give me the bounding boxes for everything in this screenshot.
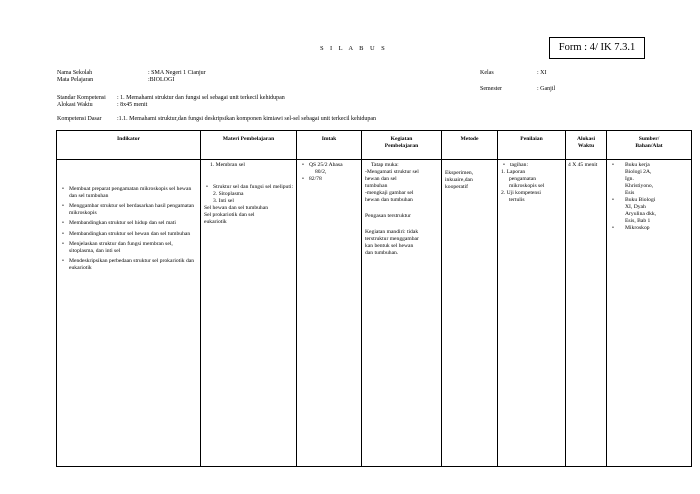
list-item: • tagihan:: [501, 162, 562, 169]
kegiatan-line: dan tumbuhan.: [365, 250, 399, 256]
penilaian-line: pengamatan: [509, 176, 537, 182]
cell-alokasi: [566, 160, 607, 467]
sk-value: : 1. Memahami struktur dan fungsi sel sebagai unit terkecil kehidupan: [117, 95, 285, 101]
kd-value: :1.1. Memahami struktur,dan fungsi deskripsikan komponen kimiawi sel-sel sebagai unit terkecil kehidupan: [117, 116, 377, 122]
materi-item-3: 3. Inti sel: [213, 198, 234, 204]
cell-imtak: [297, 160, 362, 467]
header-materi: Materi Pembelajaran: [201, 131, 297, 160]
cell-sumber: [607, 160, 692, 467]
kd-label: Kompetensi Dasar: [57, 116, 102, 122]
class-label: Kelas: [480, 70, 494, 76]
penilaian-line: 2. Uji kompetensi: [501, 190, 541, 196]
class-value: : XI: [537, 70, 547, 76]
cell-kegiatan: [362, 160, 442, 467]
table-header-row: [57, 131, 692, 160]
cell-penilaian: [498, 160, 566, 467]
syllabus-table: [56, 130, 692, 467]
subject-value: :BIOLOGI: [148, 77, 175, 83]
kegiatan-line: -mengkaji gambar sel: [365, 190, 414, 196]
list-item: • Buku Biologi XI, Dyah Aryulina dkk, Esis, Bab 1: [610, 197, 688, 225]
page-title: S I L A B U S: [320, 45, 388, 52]
materi-line-3: eukariotik: [204, 219, 227, 225]
list-item: • Mendeskripsikan perbedaan struktur sel prokariotik dan eukariotik: [60, 258, 197, 272]
cell-metode: [442, 160, 498, 467]
header-indikator: Indikator: [57, 131, 201, 160]
penilaian-line: tertulis: [509, 197, 525, 203]
header-kegiatan: Kegiatan Pembelajaran: [362, 131, 442, 160]
list-item: • 82/78: [300, 176, 358, 183]
list-item: • Membandingkan struktur sel hidup dan sel mati: [60, 220, 197, 227]
list-item: • Membandingkan struktur sel hewan dan sel tumbuhan: [60, 231, 197, 238]
header-sumber: Sumber/ Bahan/Alat: [607, 131, 692, 160]
penilaian-line: 1. Laporan: [501, 169, 526, 175]
header-penilaian: Penilaian: [498, 131, 566, 160]
materi-item-2: 2. Sitoplasma: [213, 191, 244, 197]
kegiatan-line: hewan dan sel: [365, 176, 397, 182]
list-item: • Struktur sel dan fungsi sel meliputi:: [204, 184, 293, 191]
kegiatan-line: Tatap muka:: [371, 162, 399, 168]
sk-label: Standar Kompetensi: [57, 95, 106, 101]
subject-label: Mata Pelajaran: [57, 77, 94, 83]
kegiatan-line: tumbuhan: [365, 183, 388, 189]
table-row: [57, 160, 692, 467]
materi-line-2: Sel prokariotik dan sel: [204, 212, 255, 218]
materi-item-1: 1. Membran sel: [210, 162, 245, 168]
kegiatan-line: Kegiatan mandiri: tidak: [365, 229, 419, 235]
school-label: Nama Sekolah: [57, 70, 93, 76]
header-imtak: Imtak: [297, 131, 362, 160]
kegiatan-line: Pengasan terstruktur: [365, 213, 411, 219]
form-number-box: Form : 4/ IK 7.3.1: [549, 37, 645, 59]
cell-materi: [201, 160, 297, 467]
list-item: • Membuat preparat pengamatan mikroskopis sel hewan dan sel tumbuhan: [60, 186, 197, 200]
header-alokasi: Alokasi Waktu: [566, 131, 607, 160]
penilaian-line: mikroskopis sel: [509, 183, 545, 189]
list-item: • Mikroskop: [610, 225, 688, 232]
list-item: • Menggambar struktur sel berdasarkan hasil pengamatan mikroskopis: [60, 203, 197, 217]
kegiatan-line: -Mengamati struktur sel: [365, 169, 419, 175]
list-item: • Menjelaskan struktur dan fungsi membran sel, sitoplasma, dan inti sel: [60, 241, 197, 255]
materi-line-1: Sel hewan dan sel tumbuhan: [204, 205, 269, 211]
semester-label: Semester: [480, 86, 502, 92]
kegiatan-line: hewan dan tumbuhan: [365, 197, 413, 203]
alokasi-value: 4 X 45 menit: [568, 162, 598, 168]
time-value: : 8x45 menit: [117, 102, 148, 108]
list-item: • QS 25/2 Abasa 80/2,: [300, 162, 358, 176]
metode-line: kooperatif: [445, 184, 468, 190]
kegiatan-line: kan bentuk sel hewan: [365, 243, 414, 249]
header-metode: Metode: [442, 131, 498, 160]
school-value: : SMA Negeri 1 Cianjur: [148, 70, 206, 76]
semester-value: : Ganjil: [537, 86, 556, 92]
metode-line: inkuaire,dan: [445, 177, 473, 183]
kegiatan-line: terstruktur menggambar: [365, 236, 419, 242]
list-item: • Buku kerja Biologi 2A, Ign. Khristiyono, Esis: [610, 162, 688, 197]
metode-line: Eksperimen,: [445, 170, 474, 176]
time-label: Alokasi Waktu: [57, 102, 93, 108]
cell-indikator: [57, 160, 201, 467]
